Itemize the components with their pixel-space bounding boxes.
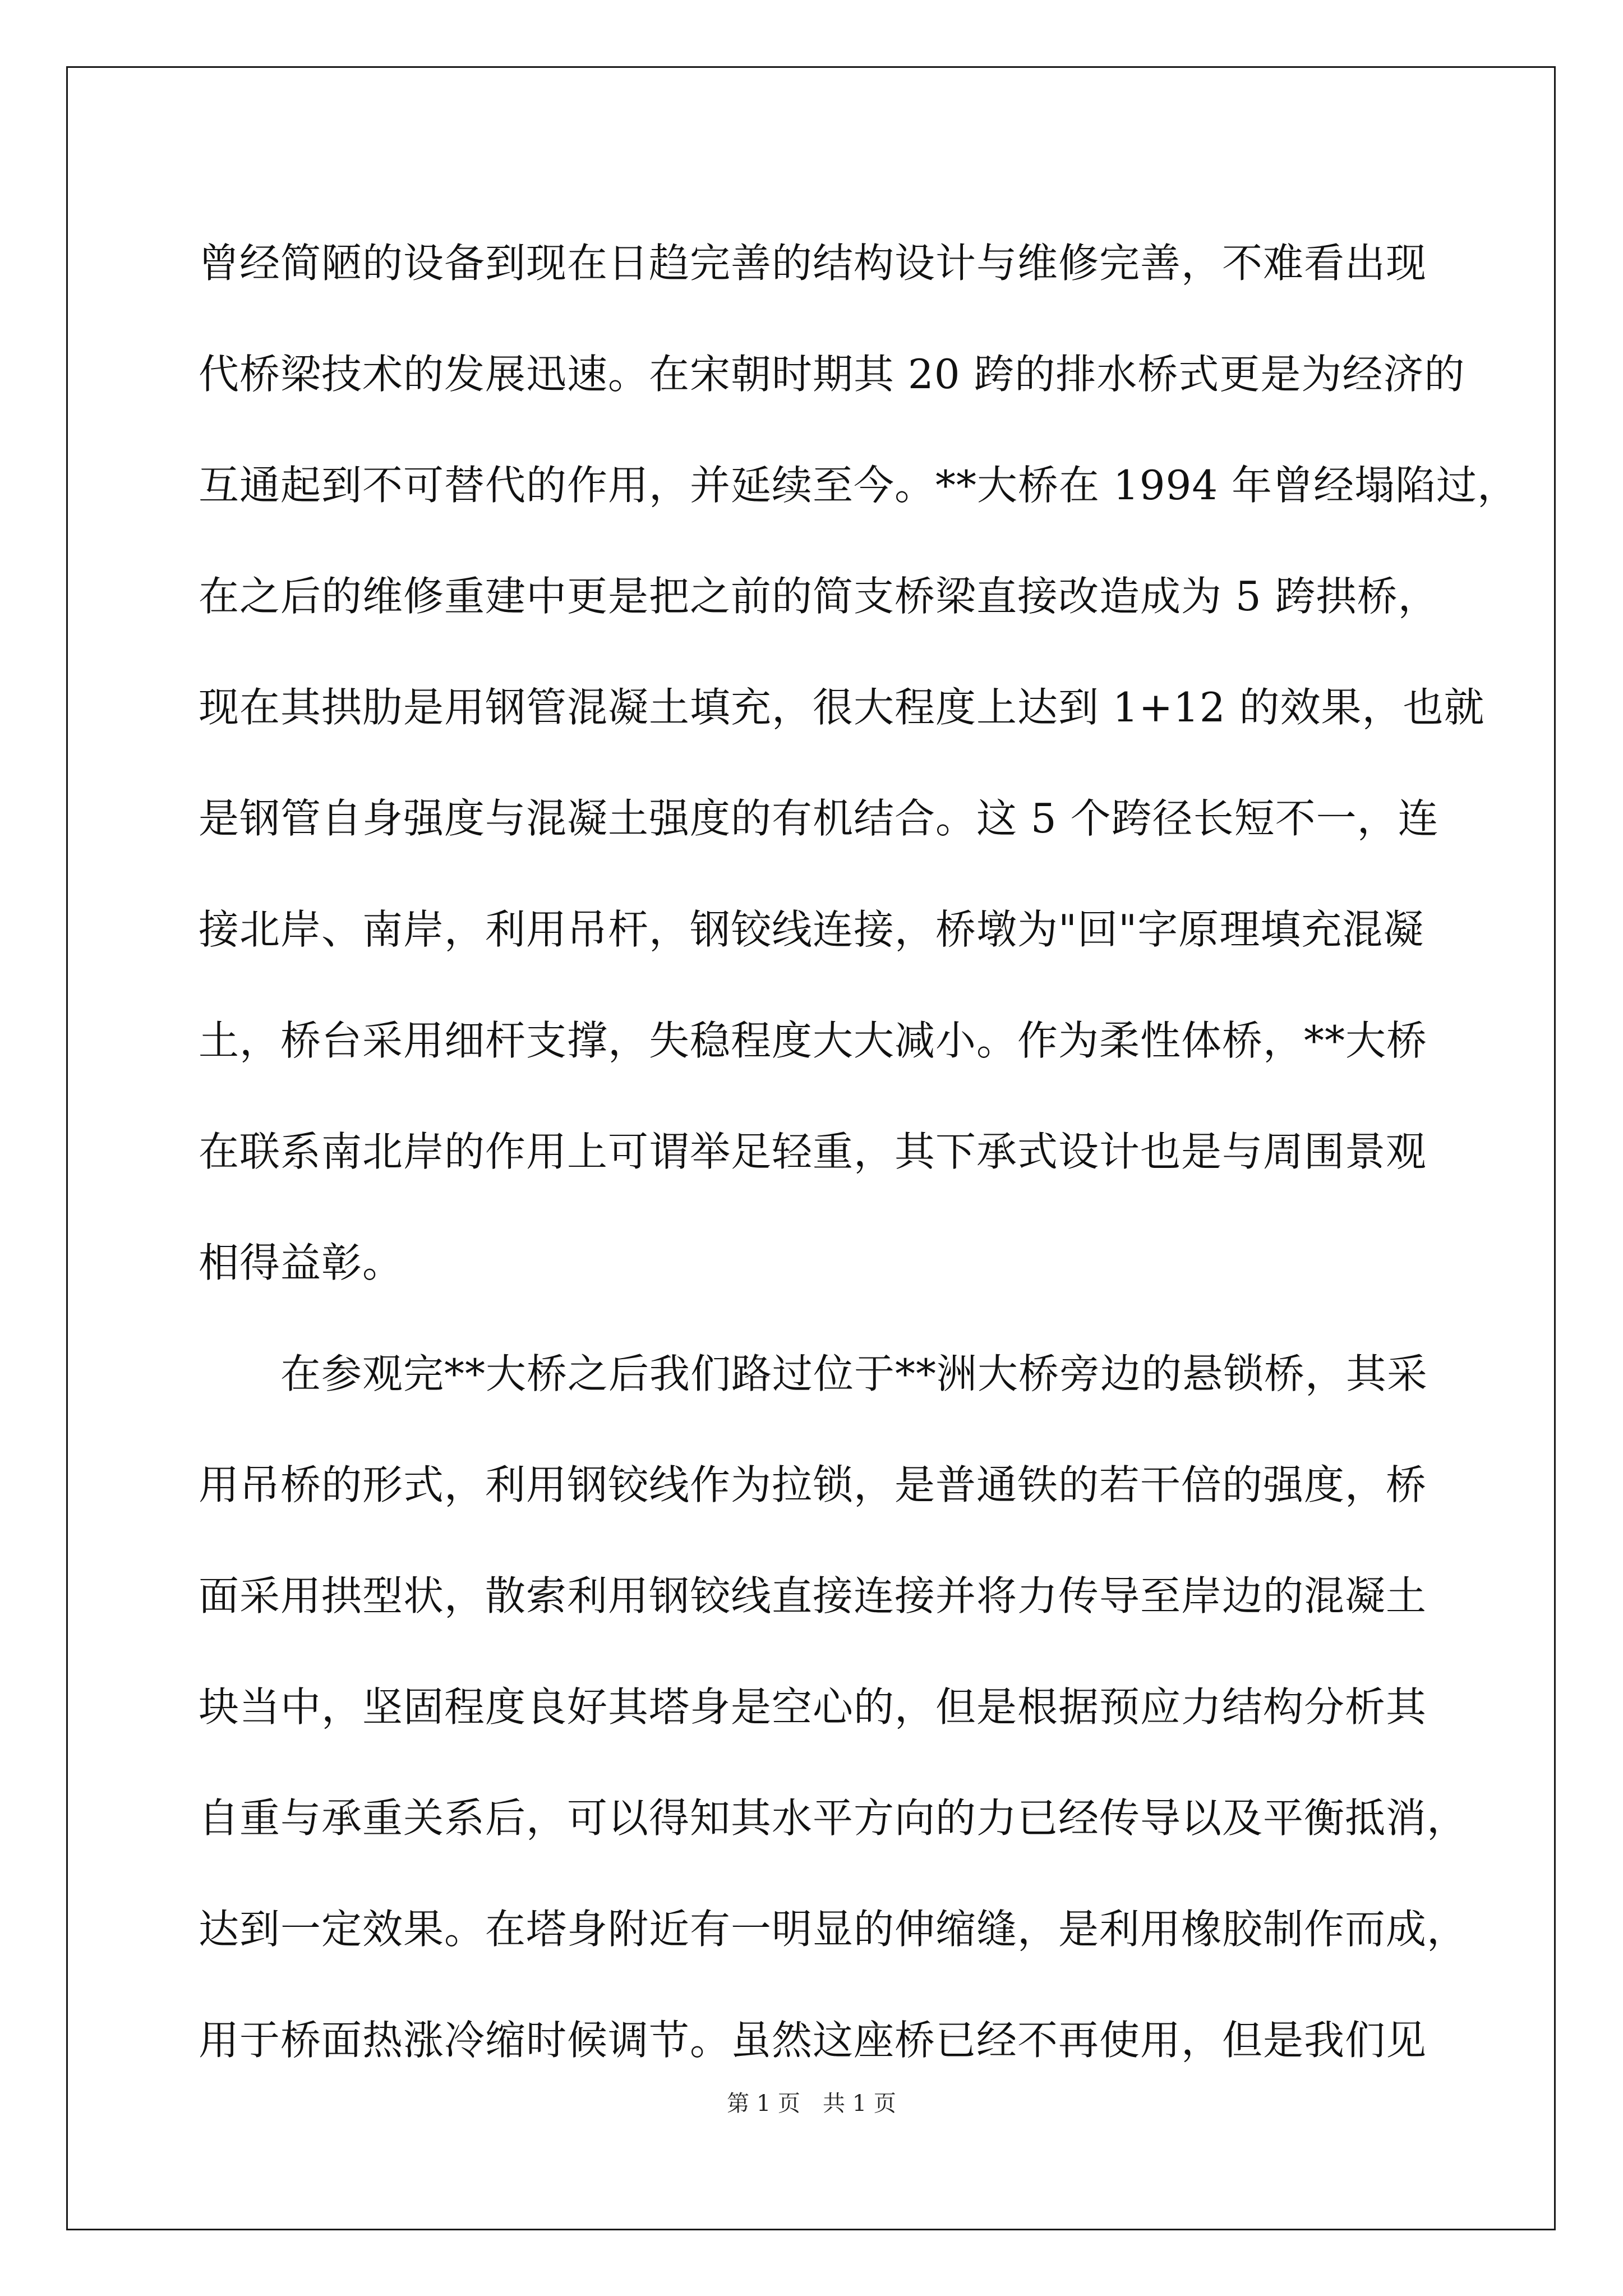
text-line: 自重与承重关系后，可以得知其水平方向的力已经传导以及平衡抵消， (199, 1795, 1468, 1842)
text-line: 土，桥台采用细杆支撑，失稳程度大大减小。作为柔性体桥，**大桥 (199, 1017, 1428, 1064)
text-line: 现在其拱肋是用钢管混凝土填充，很大程度上达到 1+12 的效果，也就 (199, 684, 1485, 731)
text-line: 用于桥面热涨冷缩时候调节。虽然这座桥已经不再使用，但是我们见 (199, 2017, 1427, 2064)
text-line: 在参观完**大桥之后我们路过位于**洲大桥旁边的悬锁桥，其采 (199, 1350, 1428, 1397)
page-footer: 第 1 页 共 1 页 (727, 2091, 896, 2116)
document-body (199, 208, 1519, 2096)
text-line: 块当中，坚固程度良好其塔身是空心的，但是根据预应力结构分析其 (199, 1683, 1427, 1731)
text-line: 曾经简陋的设备到现在日趋完善的结构设计与维修完善，不难看出现 (199, 240, 1427, 287)
text-line: 相得益彰。 (199, 1239, 404, 1286)
text-line: 接北岸、南岸，利用吊杆，钢铰线连接，桥墩为"回"字原理填充混凝 (199, 906, 1424, 953)
text-line: 达到一定效果。在塔身附近有一明显的伸缩缝，是利用橡胶制作而成， (199, 1906, 1468, 1953)
text-line: 在联系南北岸的作用上可谓举足轻重，其下承式设计也是与周围景观 (199, 1128, 1427, 1175)
text-line: 互通起到不可替代的作用，并延续至今。**大桥在 1994 年曾经塌陷过， (199, 462, 1519, 509)
text-line: 在之后的维修重建中更是把之前的简支桥梁直接改造成为 5 跨拱桥， (199, 573, 1439, 620)
text-line: 是钢管自身强度与混凝土强度的有机结合。这 5 个跨径长短不一，连 (199, 795, 1439, 842)
text-line: 代桥梁技术的发展迅速。在宋朝时期其 20 跨的排水桥式更是为经济的 (199, 351, 1465, 398)
text-line: 用吊桥的形式，利用钢铰线作为拉锁，是普通铁的若干倍的强度，桥 (199, 1461, 1427, 1508)
text-line: 面采用拱型状，散索利用钢铰线直接连接并将力传导至岸边的混凝土 (199, 1572, 1427, 1619)
